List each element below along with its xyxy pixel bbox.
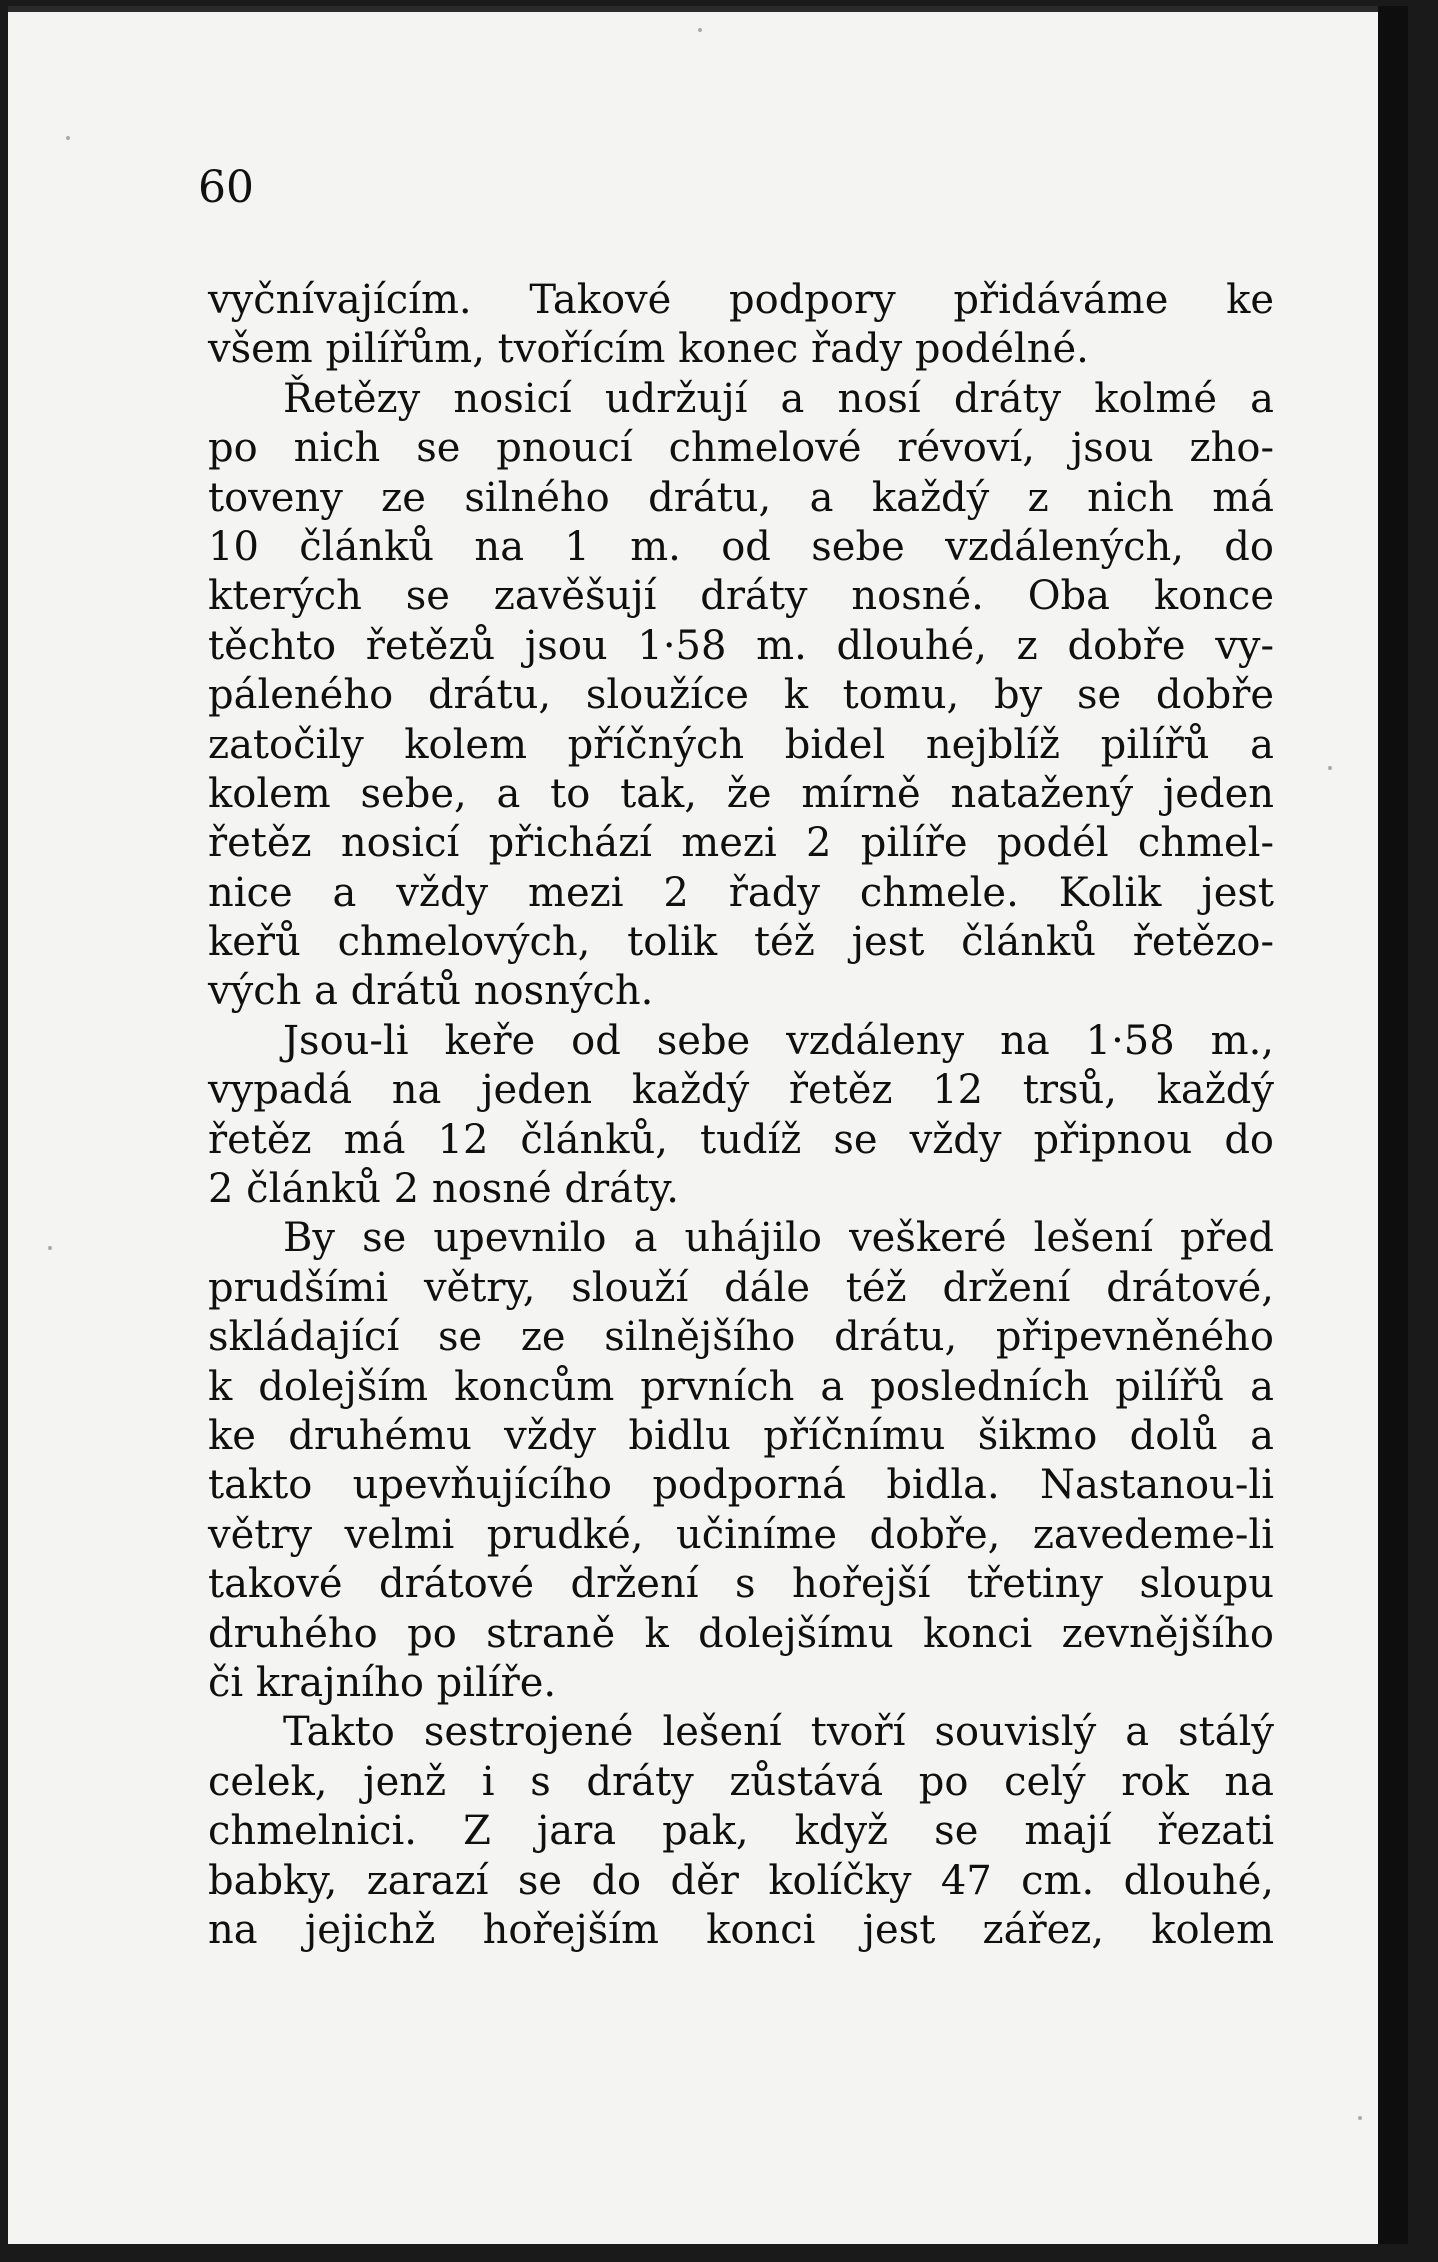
text-line: na jejichž hořejším konci jest zářez, kolem [208,1906,1274,1953]
text-line: takové drátové držení s hořejší třetiny sloupu [208,1561,1274,1608]
text-line: vých a drátů nosných. [208,968,654,1015]
paper-speck [1358,2116,1362,2120]
text-line: řetěz nosicí přichází mezi 2 pilíře podél chmel- [208,820,1274,867]
text-line: 10 článků na 1 m. od sebe vzdálených, do [208,523,1274,570]
text-line: kterých se zavěšují dráty nosné. Oba konce [208,573,1274,620]
text-line: po nich se pnoucí chmelové révoví, jsou zho- [208,425,1274,472]
text-line: Jsou-li keře od sebe vzdáleny na 1·58 m., [283,1017,1274,1064]
text-line: toveny ze silného drátu, a každý z nich má [208,474,1274,521]
text-line: keřů chmelových, tolik též jest článků řetězo- [208,919,1274,966]
text-line: páleného drátu, sloužíce k tomu, by se dobře [208,672,1274,719]
text-line: prudšími větry, slouží dále též držení drátové, [208,1264,1274,1311]
paper-speck [1328,766,1332,770]
scan-top-edge [8,6,1408,12]
text-line: 2 článků 2 nosné dráty. [208,1166,680,1213]
text-line: babky, zarazí se do děr kolíčky 47 cm. dlouhé, [208,1857,1274,1904]
text-line: nice a vždy mezi 2 řady chmele. Kolik jest [208,869,1274,916]
body-text [208,276,1274,1955]
paper-speck [698,28,702,32]
text-line: celek, jenž i s dráty zůstává po celý rok na [208,1758,1274,1805]
text-line: větry velmi prudké, učiníme dobře, zavedeme-li [208,1511,1274,1558]
text-line: těchto řetězů jsou 1·58 m. dlouhé, z dobře vy- [208,622,1274,669]
text-line: skládající se ze silnějšího drátu, připevněného [208,1314,1274,1361]
paper-speck [66,136,70,140]
text-line: ke druhému vždy bidlu příčnímu šikmo dolů a [208,1412,1274,1459]
text-line: Takto sestrojené lešení tvoří souvislý a stálý [283,1709,1274,1756]
page-number: 60 [198,162,254,213]
paper-speck [48,1246,52,1250]
scan-right-edge [1378,6,1408,2244]
text-line: zatočily kolem příčných bidel nejblíž pilířů a [208,721,1274,768]
book-page [8,6,1408,2244]
text-line: vyčnívajícím. Takové podpory přidáváme ke [208,277,1274,323]
text-line: By se upevnilo a uhájilo veškeré lešení před [283,1215,1274,1262]
text-line: vypadá na jeden každý řetěz 12 trsů, každý [208,1067,1274,1114]
text-line: druhého po straně k dolejšímu konci zevnějšího [208,1610,1274,1657]
text-line: Řetězy nosicí udržují a nosí dráty kolmé a [283,375,1274,422]
text-line: chmelnici. Z jara pak, když se mají řezati [208,1808,1274,1855]
text-line: takto upevňujícího podporná bidla. Nastanou-li [208,1462,1274,1509]
text-line: či krajního pilíře. [208,1659,557,1706]
text-line: k dolejším koncům prvních a posledních pilířů a [208,1363,1274,1410]
text-line: všem pilířům, tvořícím konec řady podélné. [208,326,1089,373]
text-line: řetěz má 12 článků, tudíž se vždy připnou do [208,1116,1274,1163]
text-line: kolem sebe, a to tak, že mírně natažený jeden [208,770,1274,817]
